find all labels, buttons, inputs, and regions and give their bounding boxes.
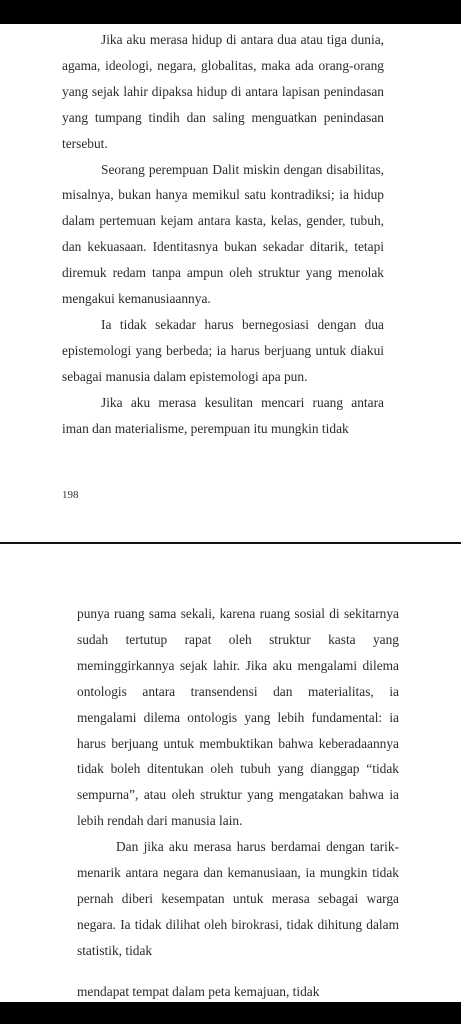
paragraph: Ia tidak sekadar harus bernegosiasi dengan dua epistemologi yang berbeda; ia harus berjuang untuk diakui sebagai manusia dalam epistemologi apa pun. — [62, 316, 384, 384]
page-body-text — [77, 601, 399, 964]
clipped-text-line — [77, 984, 399, 1002]
paragraph: punya ruang sama sekali, karena ruang sosial di sekitarnya sudah tertutup rapat oleh struktur kasta yang meminggirkannya sejak lahir. Jika aku mengalami dilema ontologis antara transendensi dan materialitas, ia mengalami dilema ontologis yang lebih fundamental: ia harus berjuang untuk membuktikan bahwa keberadaannya tidak boleh ditentukan oleh tubuh yang dianggap “tidak sempurna”, atau oleh struktur yang mengatakan bahwa ia lebih rendah dari manusia lain. — [77, 606, 399, 829]
top-black-bar — [0, 0, 461, 24]
paragraph: Seorang perempuan Dalit miskin dengan disabilitas, misalnya, bukan hanya memikul satu kontradiksi; ia hidup dalam pertemuan kejam antara kasta, kelas, gender, tubuh, dan kekuasaan. Identitasnya bukan sekadar ditarik, tetapi diremuk redam tanpa ampun oleh struktur yang menolak mengakui kemanusiaannya. — [62, 161, 384, 307]
paragraph: Dan jika aku merasa harus berdamai dengan tarik-menarik antara negara dan kemanusiaan, ia mungkin tidak pernah diberi kesempatan untuk merasa sebagai warga negara. Ia tidak dilihat oleh birokrasi, tidak dihitung dalam statistik, tidak — [77, 839, 399, 958]
page-body-text — [62, 27, 384, 442]
paragraph: Jika aku merasa hidup di antara dua atau tiga dunia, agama, ideologi, negara, globalitas, maka ada orang-orang yang sejak lahir dipaksa hidup di antara lapisan penindasan yang tumpang tindih dan saling menguatkan penindasan tersebut. — [62, 32, 384, 151]
clipped-line-text: mendapat tempat dalam peta kemajuan, tidak — [77, 984, 320, 999]
bottom-black-bar — [0, 1002, 461, 1024]
book-page-next — [0, 544, 461, 1002]
paragraph: Jika aku merasa kesulitan mencari ruang antara iman dan materialisme, perempuan itu mungkin tidak — [62, 394, 384, 436]
book-page-198 — [0, 24, 461, 544]
page-number: 198 — [62, 489, 79, 501]
